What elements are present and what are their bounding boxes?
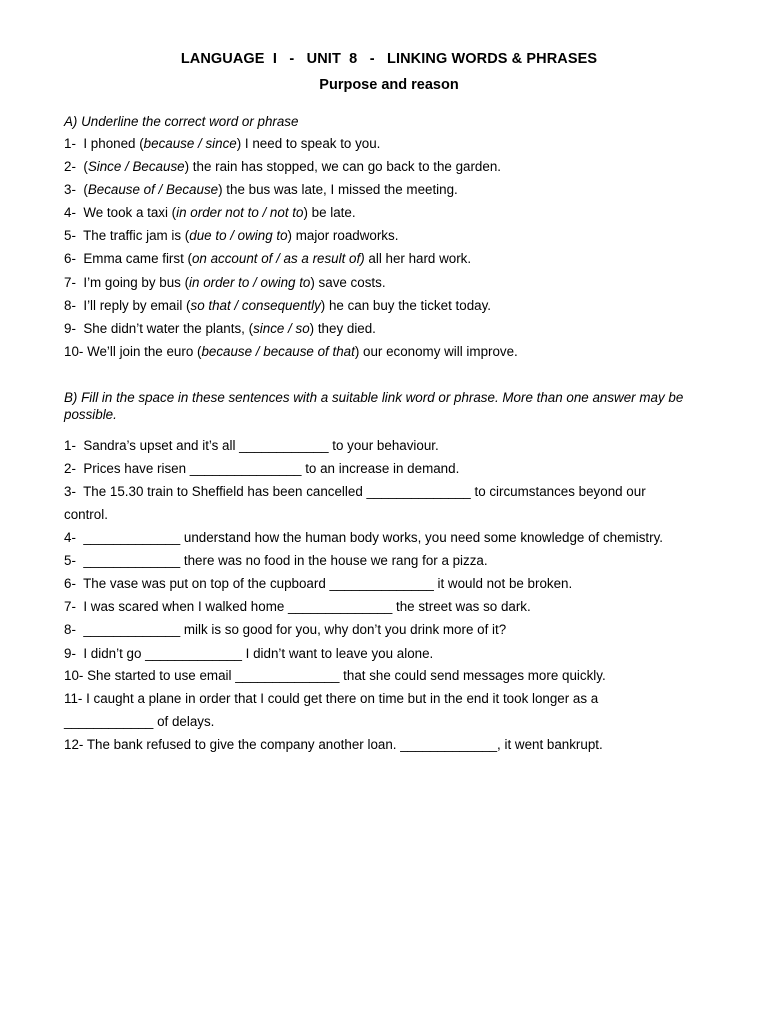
section-b-line: 12- The bank refused to give the company another loan. _____________, it went bankrupt. [64,737,603,752]
item-post: ) the rain has stopped, we can go back to the garden. [184,159,501,174]
section-b-line: control. [64,507,108,522]
item-pre: We took a taxi ( [83,205,177,220]
item-post: ) be late. [303,205,356,220]
item-pre: She didn’t water the plants, ( [83,321,254,336]
item-pre: The traffic jam is ( [83,228,190,243]
item-num: 3- [64,182,84,197]
item-opt: Since / Because [87,159,185,174]
item-pre: Emma came first ( [83,251,192,266]
item-pre: I’ll reply by email ( [83,298,191,313]
item-post: ) they died. [309,321,376,336]
item-opt: in order to / owing to [189,275,311,290]
section-b-line: 8- _____________ milk is so good for you, why don’t you drink more of it? [64,622,507,637]
item-post: ) I need to speak to you. [236,136,381,151]
section-a-item [64,275,386,290]
section-b-line: 1- Sandra’s upset and it’s all ____________ to your behaviour. [64,438,439,453]
item-opt: in order not to / not to [176,205,304,220]
item-post: ) he can buy the ticket today. [320,298,492,313]
item-pre: I phoned ( [83,136,144,151]
item-opt: since / so [253,321,310,336]
item-post: ) our economy will improve. [354,344,518,359]
item-opt: because / since [143,136,237,151]
section-b-line: ____________ of delays. [64,714,215,729]
section-b-instruction: B) Fill in the space in these sentences with a suitable link word or phrase. More than one answer may be possible. [64,390,684,422]
section-a-item [64,136,380,151]
item-opt: because / because of that [201,344,355,359]
item-pre: We’ll join the euro ( [87,344,202,359]
item-num: 4- [64,205,84,220]
section-b-line: 3- The 15.30 train to Sheffield has been cancelled ______________ to circumstances beyond our [64,484,646,499]
item-pre: ( [83,182,88,197]
item-post: all her hard work. [364,251,472,266]
section-b-line: 9- I didn’t go _____________ I didn’t want to leave you alone. [64,646,434,661]
item-opt: on account of / as a result of) [191,251,365,266]
section-a-item [64,251,471,266]
item-num: 2- [64,159,84,174]
section-a-item [64,298,491,313]
section-b-line: 4- _____________ understand how the human body works, you need some knowledge of chemistry. [64,530,663,545]
section-b-line: 2- Prices have risen _______________ to an increase in demand. [64,461,460,476]
section-a-item [64,182,458,197]
item-opt: Because of / Because [87,182,219,197]
item-num: 5- [64,228,84,243]
section-a-item [64,228,398,243]
item-opt: due to / owing to [189,228,288,243]
item-post: ) major roadworks. [287,228,399,243]
section-a-item [64,159,501,174]
section-b-line: 7- I was scared when I walked home ______________ the street was so dark. [64,599,531,614]
section-b-line: 5- _____________ there was no food in the house we rang for a pizza. [64,553,488,568]
section-b-line: 10- She started to use email ______________ that she could send messages more quickly. [64,668,606,683]
item-num: 7- [64,275,84,290]
section-b-line: 6- The vase was put on top of the cupboard ______________ it would not be broken. [64,576,573,591]
item-post: ) the bus was late, I missed the meeting. [218,182,458,197]
item-opt: so that / consequently [190,298,321,313]
page-title: LANGUAGE I - UNIT 8 - LINKING WORDS & PHRASES [180,51,598,67]
section-a-item [64,321,376,336]
section-a-item [64,205,356,220]
item-num: 1- [64,136,84,151]
page-subtitle: Purpose and reason [319,77,459,93]
section-a-instruction: A) Underline the correct word or phrase [64,114,299,129]
item-num: 10- [64,344,88,359]
item-num: 9- [64,321,84,336]
item-num: 8- [64,298,84,313]
item-num: 6- [64,251,84,266]
item-pre: I’m going by bus ( [83,275,190,290]
item-post: ) save costs. [310,275,386,290]
item-pre: ( [83,159,88,174]
section-b-line: 11- I caught a plane in order that I could get there on time but in the end it took longer as a [64,691,599,706]
section-a-item [64,344,518,359]
